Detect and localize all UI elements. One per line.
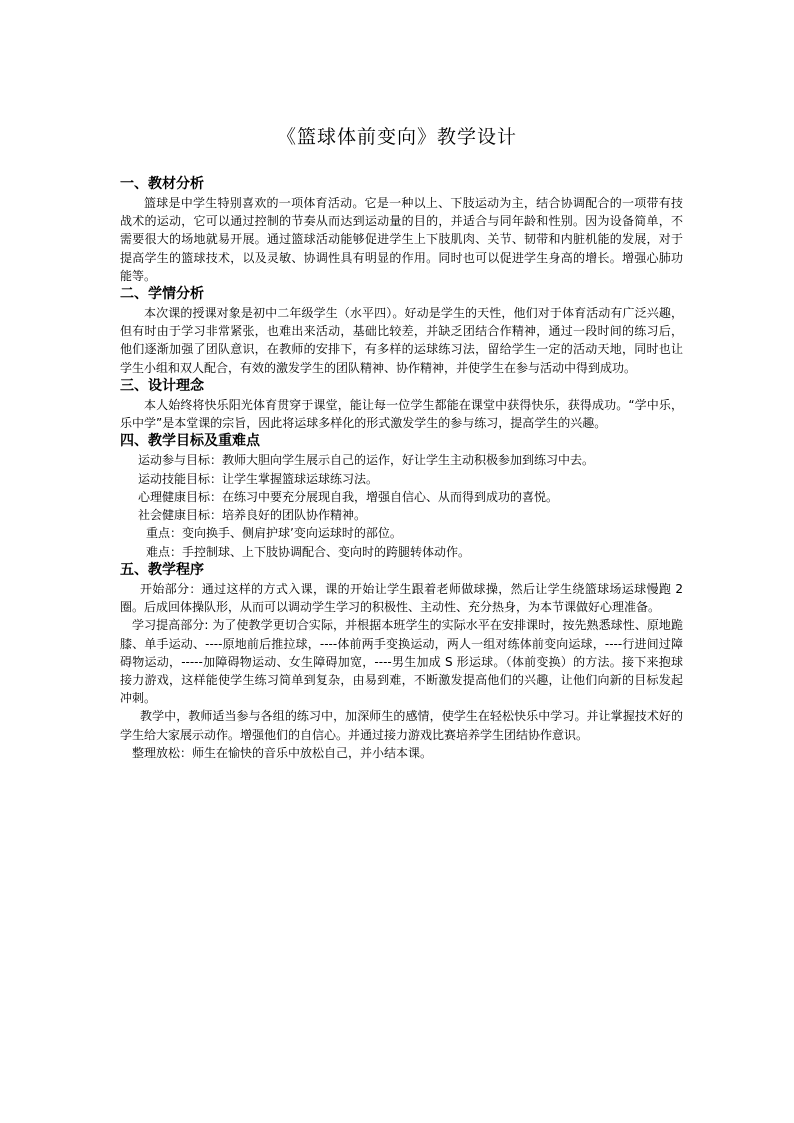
section-heading-students: 二、学情分析	[120, 286, 204, 303]
section-paragraph: 本人始终将快乐阳光体育贯穿于课堂，能让每一位学生都能在课堂中获得快乐，获得成功。“学中乐，乐中学”是本堂课的宗旨，因此将运球多样化的形式激发学生的参与练习，提高学生的兴趣。	[120, 397, 683, 431]
goal-item: 运动参与目标：教师大胆向学生展示自己的运作，好让学生主动积极参加到练习中去。	[138, 453, 595, 468]
goal-item: 社会健康目标：培养良好的团队协作精神。	[138, 508, 367, 523]
document-title: 《篮球体前变向》教学设计	[276, 126, 517, 148]
difficulty-item: 难点：手控制球、上下肢协调配合、变向时的跨腿转体动作。	[146, 544, 471, 559]
section-paragraph: 开始部分：通过这样的方式入课，课的开始让学生跟着老师做球操，然后让学生绕篮球场运球慢跑 2 圈。后成回体操队形，从而可以调动学生学习的积极性、主动性、充分热身，为本节课做好心理准备。	[120, 582, 684, 615]
section-paragraph: 整理放松：师生在愉快的音乐中放松自己，并小结本课。	[132, 745, 433, 760]
goal-item: 心理健康目标：在练习中要充分展现自我，增强自信心、从而得到成功的喜悦。	[138, 489, 559, 504]
section-paragraph: 篮球是中学生特别喜欢的一项体育活动。它是一种以上、下肢运动为主，结合协调配合的一项带有技战术的运动，它可以通过控制的节奏从而达到运动量的目的，并适合与同年龄和性别。因为设备简单，不需要很大的场地就易开展。通过篮球活动能够促进学生上下肢肌肉、关节、韧带和内脏机能的发展，对于提高学生的篮球技术，以及灵敏、协调性具有明显的作用。同时也可以促进学生身高的增长。增强心肺功能等。	[120, 196, 683, 283]
section-heading-goals: 四、教学目标及重难点	[120, 433, 260, 450]
section-heading-procedure: 五、教学程序	[120, 562, 204, 579]
document-body	[120, 175, 683, 762]
section-paragraph: 学习提高部分: 为了使教学更切合实际，并根据本班学生的实际水平在安排课时，按先熟悉球性、原地跪膝、单手运动、----原地前后推拉球，----体前两手变换运动，两人一组对练体前变向运球，----行进间过障碍物运动，-----加障碍物运动、女生障碍加宽，----男生加成 S 形运球。（体前变换）的方法。接下来抱球接力游戏，这样能使学生练习简单到复杂，由易到难，不断激发提高他们的兴趣，让他们向新的目标发起冲刺。	[120, 618, 683, 706]
section-heading-analysis: 一、教材分析	[120, 176, 204, 192]
section-heading-concept: 三、设计理念	[120, 377, 204, 394]
section-paragraph: 教学中，教师适当参与各组的练习中，加深师生的感情，使学生在轻松快乐中学习。并让掌握技术好的学生给大家展示动作。增强他们的自信心。并通过接力游戏比赛培养学生团结协作意识。	[120, 709, 683, 742]
key-point-item: 重点：变向换手、侧肩护球’变向运球时的部位。	[146, 526, 402, 541]
section-paragraph: 本次课的授课对象是初中二年级学生（水平四）。好动是学生的天性，他们对于体育活动有广泛兴趣，但有时由于学习非常紧张，也难出来活动，基础比较差，并缺乏团结合作精神，通过一段时间的练习后，他们逐渐加强了团队意识，在教师的安排下，有多样的运球练习法，留给学生一定的活动天地，同时也让学生小组和双人配合，有效的激发学生的团队精神、协作精神，并使学生在参与活动中得到成功。	[120, 306, 683, 375]
goal-item: 运动技能目标：让学生掌握篮球运球练习法。	[138, 471, 379, 486]
